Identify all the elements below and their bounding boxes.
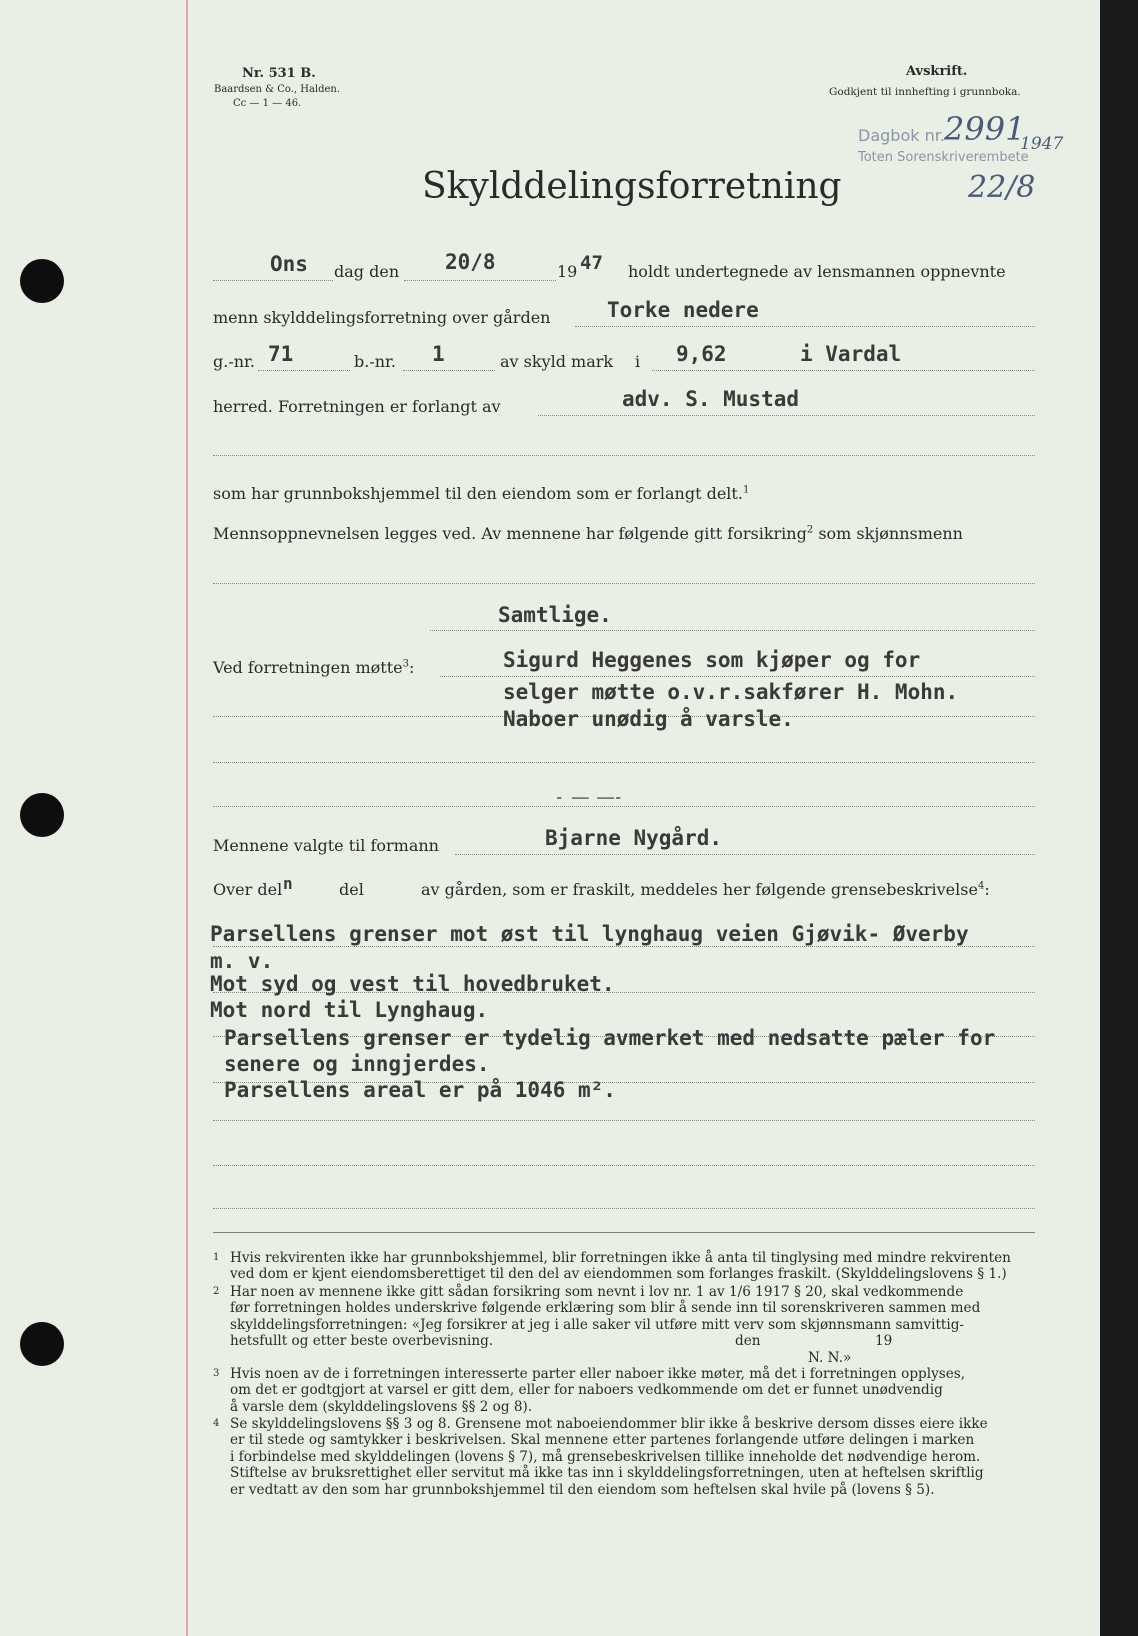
filled-date: 20/8 <box>445 250 496 274</box>
label-skyld: av skyld mark <box>500 352 614 371</box>
filled-attended-3: Naboer unødig å varsle. <box>503 707 794 731</box>
punch-hole <box>20 793 64 837</box>
footnote-1: 1 Hvis rekvirenten ikke har grunnbokshjemmel, blir forretningen ikke å anta til tinglysing med mindre rekvirenten ved dom er kjent eiendomsberettiget til den del av eiendommen som forlanges fraskilt. (Skylddelingslovens § 1.) <box>213 1250 1011 1283</box>
copy-label: Avskrift. <box>906 64 968 79</box>
stamp-year: 1947 <box>1020 134 1064 154</box>
boundary-line: m. v. <box>210 949 274 973</box>
form-number: Nr. 531 B. <box>242 66 316 81</box>
filled-year: 47 <box>580 252 603 274</box>
punch-hole <box>20 1322 64 1366</box>
filled-attended-2: selger møtte o.v.r.sakfører H. Mohn. <box>503 680 959 704</box>
label-gnr: g.-nr. <box>213 352 256 371</box>
filled-chairman: Bjarne Nygård. <box>545 826 723 850</box>
label-del: del <box>339 880 364 899</box>
approval-note: Godkjent til innhefting i grunnboka. <box>829 86 1021 98</box>
label-mennsoppnevnelsen: Mennsoppnevnelsen legges ved. Av mennene har følgende gitt forsikring$^2$ som skjønnsmenn <box>213 524 963 543</box>
boundary-line: senere og inngjerdes. <box>224 1052 490 1076</box>
label-menn: menn skylddelingsforretning over gården <box>213 308 551 327</box>
boundary-line: Parsellens grenser mot øst til lynghaug veien Gjøvik- Øverby <box>210 922 969 946</box>
boundary-line: Parsellens areal er på 1046 m². <box>224 1078 616 1102</box>
label-holdt: holdt undertegnede av lensmannen oppnevnte <box>628 262 1006 281</box>
print-code: Cc — 1 — 46. <box>233 98 302 109</box>
punch-hole <box>20 259 64 303</box>
label-ved-forretningen: Ved forretningen møtte$^3$: <box>213 658 415 677</box>
label-i: i <box>635 352 641 371</box>
filled-mark: 9,62 <box>676 342 727 366</box>
footnote-3: 3 Hvis noen av de i forretningen interesserte parter eller naboer ikke møter, må det i forretningen opplyses, om det er godtgjort at varsel er gitt dem, eller for naboers vedkommende om det er funnet unødvendig å varsle dem (skylddelingslovens §§ 2 og 8). <box>213 1366 966 1415</box>
printer-name: Baardsen & Co., Halden. <box>214 84 341 95</box>
filled-attended-1: Sigurd Heggenes som kjøper og for <box>503 648 921 672</box>
stamp-diary-label: Dagbok nr. <box>858 126 945 145</box>
filled-requested-by: adv. S. Mustad <box>622 387 800 411</box>
label-bnr: b.-nr. <box>354 352 397 371</box>
filled-gnr: 71 <box>268 342 294 366</box>
filled-del-number: n <box>283 874 293 893</box>
label-over-del: Over del <box>213 880 283 899</box>
label-century: 19 <box>557 262 578 281</box>
page-title: Skylddelingsforretning <box>422 166 842 207</box>
filled-farm: Torke nedere <box>607 298 759 322</box>
footnote-4: 4 Se skylddelingslovens §§ 3 og 8. Grensene mot naboeiendommer blir ikke å beskrive dersom disses eiere ikke er til stede og samtykker i beskrivelsen. Skal mennene etter partenes forlangende utføre delingen i marken i forbindelse med skylddelingen (lovens § 7), må grensebeskrivelsen tillike inneholde det nødvendige herom. Stiftelse av bruksrettighet eller servitut må ikke tas inn i skylddelingsforretningen, uten at heftelsen skriftlig er vedtatt av den som har grunnbokshjemmel til den eiendom som heftelsen skal hvile på (lovens § 5). <box>213 1416 988 1498</box>
margin-line <box>186 0 188 1636</box>
filled-sworn: Samtlige. <box>498 603 612 627</box>
label-grunnbok: som har grunnbokshjemmel til den eiendom som er forlangt delt.$^1$ <box>213 484 750 503</box>
label-formann: Mennene valgte til formann <box>213 836 439 855</box>
footnote-2: 2 Har noen av mennene ikke gitt sådan forsikring som nevnt i lov nr. 1 av 1/6 1917 § 20, skal vedkommende før forretningen holdes underskrive følgende erklæring som blir å sende inn til sorenskriveren sammen med skylddelingsforretningen: «Jeg forsikrer at jeg i alle saker vil utføre mitt verv som skjønnsmann samvittig- hetsfullt og etter beste overbevisning. den 19 N. N.» <box>213 1284 981 1366</box>
label-herred: herred. Forretningen er forlangt av <box>213 397 501 416</box>
label-over-rest: av gården, som er fraskilt, meddeles her følgende grensebeskrivelse$^4$: <box>421 880 990 899</box>
stamp-office: Toten Sorenskriverembete <box>858 150 1029 165</box>
boundary-line: Mot syd og vest til hovedbruket. <box>210 972 615 996</box>
footnote-divider <box>213 1232 1035 1233</box>
boundary-line: Parsellens grenser er tydelig avmerket med nedsatte pæler for <box>224 1026 996 1050</box>
filled-weekday: Ons <box>270 252 308 276</box>
boundary-line: Mot nord til Lynghaug. <box>210 998 489 1022</box>
filled-herred-name: i Vardal <box>800 342 902 366</box>
stamp-diary-number: 2991 <box>944 110 1026 148</box>
stamp-date: 22/8 <box>968 170 1036 205</box>
label-dag-den: dag den <box>334 262 400 281</box>
filled-bnr: 1 <box>432 342 445 366</box>
filled-dash-mark: - —— ——- <box>555 790 623 806</box>
